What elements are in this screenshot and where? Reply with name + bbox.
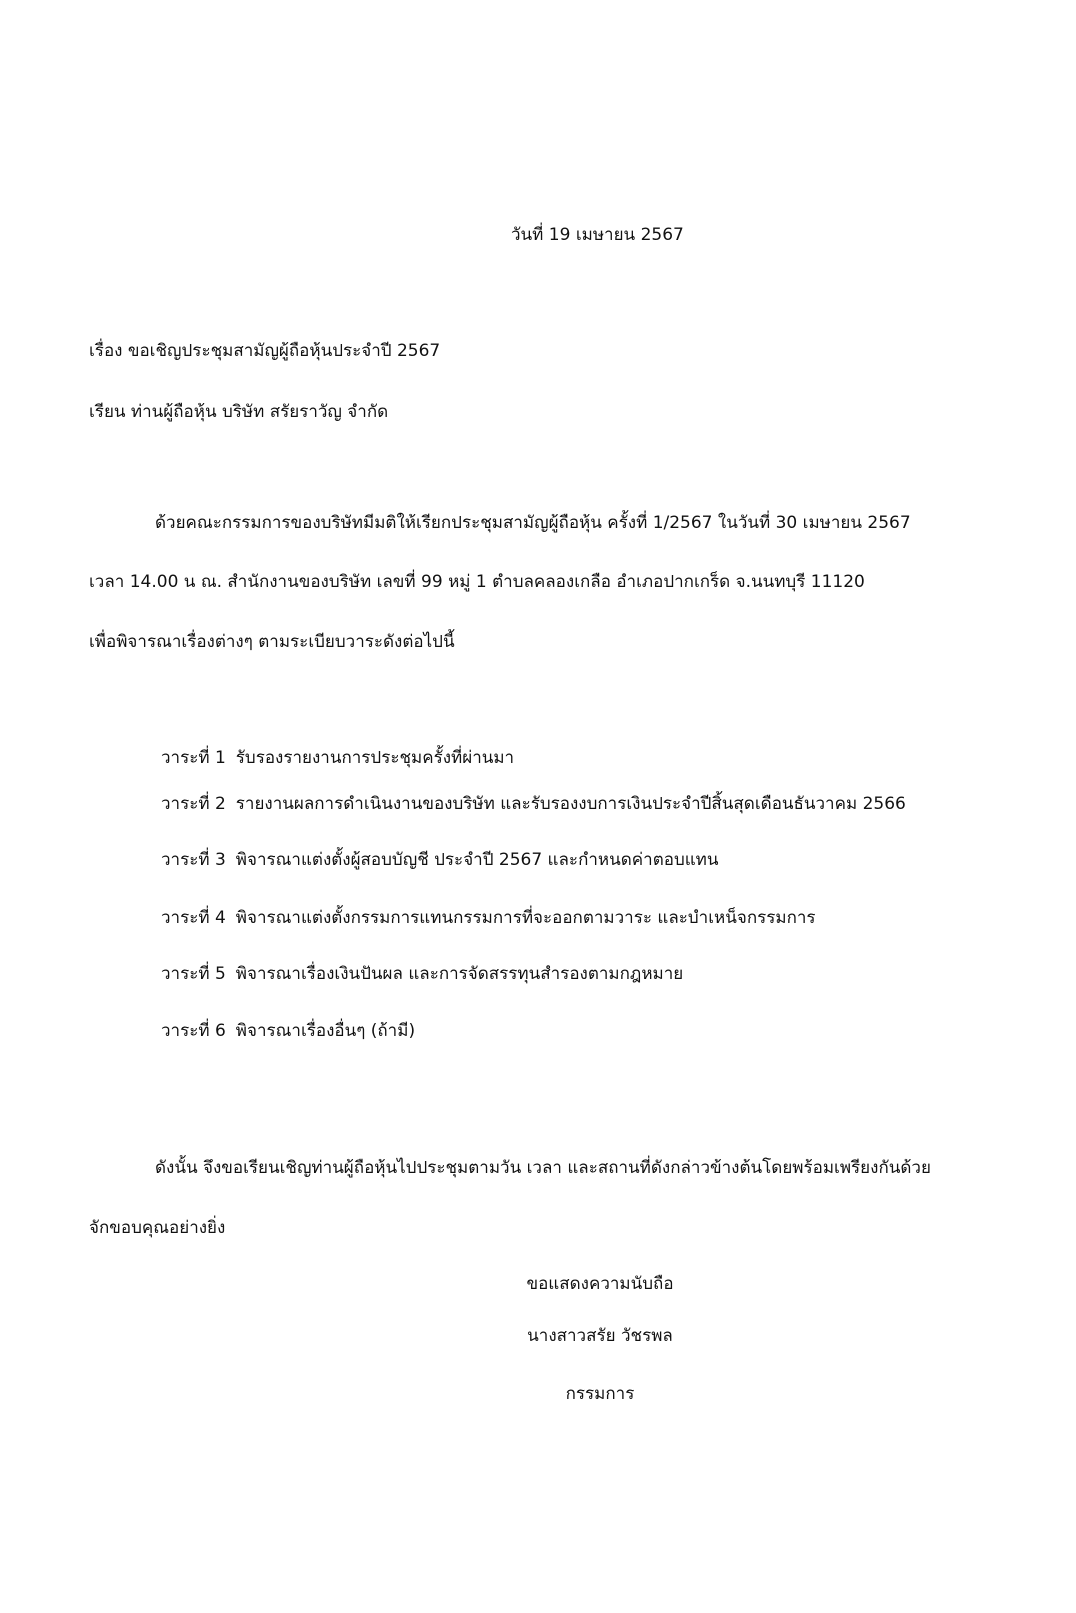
agenda-text: พิจารณาเรื่องอื่นๆ (ถ้ามี) [235,1021,416,1041]
agenda-item-5 [161,966,683,983]
agenda-item-3 [161,852,719,869]
agenda-text: พิจารณาแต่งตั้งผู้สอบบัญชี ประจำปี 2567 และกำหนดค่าตอบแทน [235,850,719,870]
agenda-number: วาระที่ 5 [161,964,226,984]
letter-subject: เรื่อง ขอเชิญประชุมสามัญผู้ถือหุ้นประจำปี 2567 [89,341,441,361]
agenda-text: รายงานผลการดำเนินงานของบริษัท และรับรองงบการเงินประจำปีสิ้นสุดเดือนธันวาคม 2566 [235,794,906,814]
agenda-item-2 [161,796,906,813]
agenda-text: พิจารณาแต่งตั้งกรรมการแทนกรรมการที่จะออกตามวาระ และบำเหน็จกรรมการ [235,908,816,928]
body-paragraph-line-2: เวลา 14.00 น ณ. สำนักงานของบริษัท เลขที่ 99 หมู่ 1 ตำบลคลองเกลือ อำเภอปากเกร็ด จ.นนทบุรี 11120 [89,572,865,592]
agenda-number: วาระที่ 6 [161,1021,226,1041]
body-paragraph-line-3: เพื่อพิจารณาเรื่องต่างๆ ตามระเบียบวาระดังต่อไปนี้ [89,632,455,652]
signatory-title: กรรมการ [565,1384,635,1404]
signatory-name: นางสาวสรัย วัชรพล [527,1326,673,1346]
agenda-number: วาระที่ 1 [161,748,226,768]
agenda-text: รับรองรายงานการประชุมครั้งที่ผ่านมา [235,748,515,768]
closing-paragraph-line-1: ดังนั้น จึงขอเรียนเชิญท่านผู้ถือหุ้นไปประชุมตามวัน เวลา และสถานที่ดังกล่าวข้างต้นโดยพร้อมเพรียงกันด้วย [155,1158,931,1178]
closing-paragraph-line-2: จักขอบคุณอย่างยิ่ง [89,1218,226,1238]
letter-recipient: เรียน ท่านผู้ถือหุ้น บริษัท สรัยราวัญ จำกัด [89,402,389,422]
agenda-item-6 [161,1023,415,1040]
letter-date: วันที่ 19 เมษายน 2567 [511,225,684,245]
agenda-item-4 [161,910,816,927]
agenda-number: วาระที่ 3 [161,850,226,870]
agenda-text: พิจารณาเรื่องเงินปันผล และการจัดสรรทุนสำรองตามกฎหมาย [235,964,684,984]
agenda-number: วาระที่ 2 [161,794,226,814]
signature-salutation: ขอแสดงความนับถือ [526,1274,674,1294]
agenda-item-1 [161,750,514,767]
body-paragraph-line-1: ด้วยคณะกรรมการของบริษัทมีมติให้เรียกประชุมสามัญผู้ถือหุ้น ครั้งที่ 1/2567 ในวันที่ 30 เมษายน 2567 [155,513,911,533]
agenda-number: วาระที่ 4 [161,908,226,928]
